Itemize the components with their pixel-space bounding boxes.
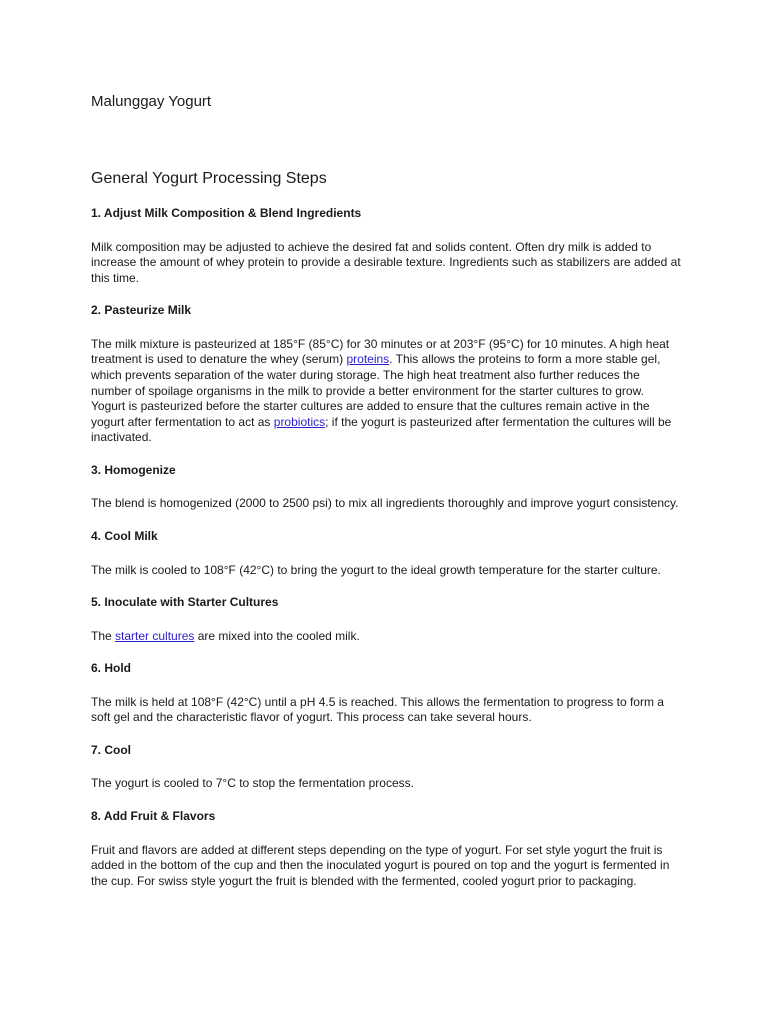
step-section bbox=[91, 661, 681, 726]
step-heading: 7. Cool bbox=[91, 742, 132, 757]
step-body bbox=[91, 240, 681, 287]
step-heading: 3. Homogenize bbox=[91, 462, 176, 477]
step-heading: 4. Cool Milk bbox=[91, 529, 158, 544]
body-text: Milk composition may be adjusted to achieve the desired fat and solids content. Often dry milk is added to increase the amount of whey protein to provide a desirable texture. Ingredients such as stabilizers are added at this time. bbox=[91, 239, 681, 285]
body-text: The blend is homogenized (2000 to 2500 psi) to mix all ingredients thoroughly and improve yogurt consistency. bbox=[91, 496, 679, 511]
step-section bbox=[91, 529, 681, 578]
step-section bbox=[91, 809, 681, 889]
step-heading: 8. Add Fruit & Flavors bbox=[91, 809, 216, 823]
document-title: Malunggay Yogurt bbox=[91, 93, 212, 110]
inline-link-starter-cultures[interactable]: starter cultures bbox=[115, 628, 195, 643]
body-text: . This allows the proteins to form a more stable gel, which prevents separation of the water during storage. The high heat treatment also further reduces the number of spoilage organisms in the milk to provide a better environment for the starter cultures to grow. Yogurt is pasteurized before the starter cultures are added to ensure that the cultures remain active in the yogurt after fermentation to act as bbox=[91, 352, 661, 429]
inline-link-proteins[interactable]: proteins bbox=[346, 352, 390, 367]
body-text: ; if the yogurt is pasteurized after fermentation the cultures will be inactivated. bbox=[91, 414, 672, 445]
step-body bbox=[91, 695, 681, 726]
section-title: General Yogurt Processing Steps bbox=[91, 170, 327, 187]
step-body bbox=[91, 776, 681, 792]
body-text: are mixed into the cooled milk. bbox=[194, 628, 360, 643]
body-text: The milk is held at 108°F (42°C) until a pH 4.5 is reached. This allows the fermentation to progress to form a soft gel and the characteristic flavor of yogurt. This process can take several hours. bbox=[91, 694, 664, 725]
step-heading: 2. Pasteurize Milk bbox=[91, 303, 192, 318]
step-section bbox=[91, 303, 681, 446]
step-body bbox=[91, 496, 681, 512]
step-section bbox=[91, 206, 681, 286]
step-body bbox=[91, 843, 681, 890]
step-body bbox=[91, 563, 681, 579]
body-text: The yogurt is cooled to 7°C to stop the fermentation process. bbox=[91, 776, 414, 791]
step-section bbox=[91, 595, 681, 644]
step-heading: 6. Hold bbox=[91, 661, 132, 676]
body-text: The milk mixture is pasteurized at 185°F (85°C) for 30 minutes or at 203°F (95°C) for 10 minutes. A high heat treatment is used to denature the whey (serum) bbox=[91, 336, 670, 367]
step-body bbox=[91, 337, 681, 446]
step-heading: 5. Inoculate with Starter Cultures bbox=[91, 595, 279, 610]
body-text: The milk is cooled to 108°F (42°C) to bring the yogurt to the ideal growth temperature for the starter culture. bbox=[91, 562, 661, 577]
body-text: The bbox=[91, 628, 116, 643]
step-body bbox=[91, 629, 681, 645]
steps-list bbox=[91, 206, 681, 906]
step-heading: 1. Adjust Milk Composition & Blend Ingredients bbox=[91, 206, 362, 220]
body-text: Fruit and flavors are added at different steps depending on the type of yogurt. For set style yogurt the fruit is added in the bottom of the cup and then the inoculated yogurt is poured on top and the yogurt is fermented in the cup. For swiss style yogurt the fruit is blended with the fermented, cooled yogurt prior to packaging. bbox=[91, 842, 670, 888]
step-section bbox=[91, 743, 681, 792]
step-section bbox=[91, 463, 681, 512]
inline-link-probiotics[interactable]: probiotics bbox=[273, 414, 326, 429]
